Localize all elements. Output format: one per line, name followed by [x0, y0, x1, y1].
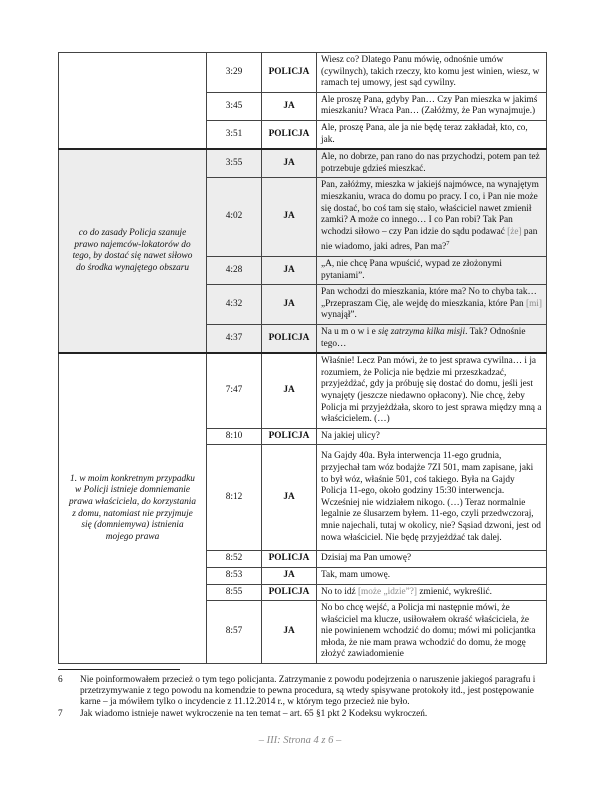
timestamp: 3:55 — [207, 149, 262, 178]
utterance-text: Na Gajdy 40a. Była interwencja 11-ego grudnia, przyjechał tam wóz bodajże 7ZI 501, mam zapisane, jaki to był wóz, właśnie 501, coś takiego. Była na Gajdy Policja 11-ego, około godziny 15:30 interwencja. Wcześniej nie widziałem nikogo. (…) Teraz normalnie legalnie ze ślusarzem byłem. 11-ego, czyli przedwczoraj, mnie najechali, tutaj w okolicy, nie? Sąsiad dzwoni, jest od nowa właściciel. Nie będę przyjeżdżać tak dalej. — [321, 451, 541, 543]
speaker: JA — [262, 567, 317, 584]
utterance — [317, 324, 547, 353]
timestamp: 4:28 — [207, 257, 262, 285]
timestamp: 4:32 — [207, 285, 262, 325]
timestamp: 4:02 — [207, 178, 262, 257]
utterance-text: zmienić, wykreślić. — [417, 586, 492, 597]
utterance-text: pan nie wiadomo, jaki adres, Pan ma? — [321, 226, 538, 253]
utterance-text: No bo chcę wejść, a Policja mi następnie mówi, że właściciel ma klucze, usiłowałem okraść właściciela, że nie powinienem wchodzić do domu; mówi mi policjantka młoda, że nie mam prawa wchodzić do domu, że mogę złożyć zawiadomienie — [321, 603, 536, 660]
speaker: JA — [262, 285, 317, 325]
utterance — [317, 92, 547, 120]
timestamp: 8:53 — [207, 567, 262, 584]
speaker: JA — [262, 601, 317, 664]
timestamp: 3:45 — [207, 92, 262, 120]
utterance — [317, 53, 547, 93]
utterance-text: Na jakiej ulicy? — [321, 430, 380, 441]
page-footer: – III: Strona 4 z 6 – — [258, 735, 342, 746]
speaker: JA — [262, 92, 317, 120]
spaced-text: u m o w i e — [334, 326, 376, 337]
section-comment: 1. w moim konkretnym przypadku w Policji istnieje domniemanie prawa właściciela, do korzystania z domu, natomiast nie przyjmuje się (domniemywa) istnienia mojego prawa — [59, 353, 207, 663]
speaker: POLICJA — [262, 428, 317, 445]
timestamp: 3:51 — [207, 120, 262, 149]
utterance-text: . Tak? Odnośnie tego… — [321, 326, 526, 349]
transcript-table — [58, 52, 547, 664]
utterance-text: Wiesz co? Dlatego Panu mówię, odnośnie umów (cywilnych), takich rzeczy, kto komu jest winien, wiesz, w ramach tej umowy, jest sąd cywilny. — [321, 55, 540, 89]
timestamp: 8:52 — [207, 551, 262, 568]
timestamp: 7:47 — [207, 353, 262, 428]
utterance — [317, 445, 547, 551]
footnote-ref: 7 — [446, 240, 450, 248]
utterance-text: Ale, proszę Pana, ale ja nie będę teraz zakładał, kto, co, jak. — [321, 122, 528, 145]
utterance-text: Pan, załóżmy, mieszka w jakiejś najmówce, na wynajętym mieszkaniu, wraca do domu po pracy. I co, i Pan nie może się dostać, bo coś tam się stało, właściciel nawet zmienił zamki? A może co innego… I co Pan robi? Tak Pan wchodzi siłowo – czy Pan idzie do sądu podawać — [321, 180, 539, 237]
speaker: POLICJA — [262, 551, 317, 568]
timestamp: 8:10 — [207, 428, 262, 445]
section-comment: co do zasady Policja szanuje prawo najemców-lokatorów do tego, by dostać się nawet siłowo do środka wynajętego obszaru — [59, 149, 207, 353]
utterance — [317, 149, 547, 178]
utterance-text: „A, nie chcę Pana wpuścić, wypad ze złożonymi pytaniami”. — [321, 259, 502, 281]
speaker: JA — [262, 257, 317, 285]
timestamp: 8:57 — [207, 601, 262, 664]
footnote-text: Nie poinformowałem przecież o tym tego policjanta. Zatrzymanie z powodu podejrzenia o naruszenie jakiegoś paragrafu i przetrzymywanie z tego powodu na komendzie to pewna procedura, są wtedy spisywane protokoły itd., jest postępowanie karne – ja mówiłem tylko o incydencie z 11.12.2014 r., w którym tego przecież nie było. — [80, 675, 536, 708]
transcript-row — [59, 353, 547, 428]
utterance-text: Pan wchodzi do mieszkania, które ma? No to chyba tak… „Przepraszam Cię, ale wejdę do mieszkania, które Pan — [321, 287, 537, 309]
utterance-text: Ale, no dobrze, pan rano do nas przychodzi, potem pan też potrzebuje gdzieś mieszkać. — [321, 152, 540, 174]
utterance — [317, 257, 547, 285]
timestamp: 8:55 — [207, 584, 262, 601]
utterance-text: Na — [321, 326, 335, 337]
footnote-text: Jak wiadomo istnieje nawet wykroczenie na ten temat – art. 65 §1 pkt 2 Kodeksu wykroczeń. — [80, 709, 428, 719]
utterance-text: No to idź — [321, 586, 358, 597]
footnote-7 — [58, 709, 548, 720]
utterance-text: Właśnie! Lecz Pan mówi, że to jest sprawa cywilna… i ja rozumiem, że Policja nie będzie mi przeszkadzać, przyjeżdżać, gdy ja próbuję się dostać do domu, jeśli jest wynajęty (jeszcze niedawno opłacony). Nie chcę, żeby Policja mi przyjeżdżała, skoro to jest sprawa między mną a właścicielem. (…) — [321, 356, 542, 425]
editor-note: [mi] — [525, 298, 542, 309]
footnote-6 — [58, 675, 548, 709]
transcript-row — [59, 149, 547, 178]
utterance — [317, 551, 547, 568]
transcript-row — [59, 53, 547, 93]
speaker: JA — [262, 149, 317, 178]
timestamp: 4:37 — [207, 324, 262, 353]
speaker: POLICJA — [262, 324, 317, 353]
speaker: POLICJA — [262, 53, 317, 93]
timestamp: 8:12 — [207, 445, 262, 551]
utterance — [317, 353, 547, 428]
utterance-text: Ale proszę Pana, gdyby Pan… Czy Pan mieszka w jakimś mieszkaniu? Wraca Pan… (Załóżmy, że Pan wynajmuje.) — [321, 94, 538, 117]
speaker: JA — [262, 178, 317, 257]
utterance — [317, 584, 547, 601]
speaker: JA — [262, 445, 317, 551]
utterance — [317, 567, 547, 584]
speaker: POLICJA — [262, 584, 317, 601]
footnote-separator — [58, 669, 180, 670]
editor-note: [że] — [507, 226, 522, 237]
speaker: JA — [262, 353, 317, 428]
editor-note: [może „idzie”?] — [357, 586, 418, 597]
footnote-number: 7 — [58, 709, 63, 719]
utterance — [317, 285, 547, 325]
utterance-text: wynajął”. — [321, 310, 357, 321]
section-comment — [59, 53, 207, 150]
utterance — [317, 120, 547, 149]
timestamp: 3:29 — [207, 53, 262, 93]
speaker: POLICJA — [262, 120, 317, 149]
utterance — [317, 428, 547, 445]
italic-text: się zatrzyma kilka misji — [378, 326, 466, 337]
utterance-text: Dzisiaj ma Pan umowę? — [321, 553, 412, 564]
utterance — [317, 601, 547, 664]
utterance-text: Tak, mam umowę. — [321, 569, 391, 580]
footnote-number: 6 — [58, 675, 63, 685]
utterance — [317, 178, 547, 257]
